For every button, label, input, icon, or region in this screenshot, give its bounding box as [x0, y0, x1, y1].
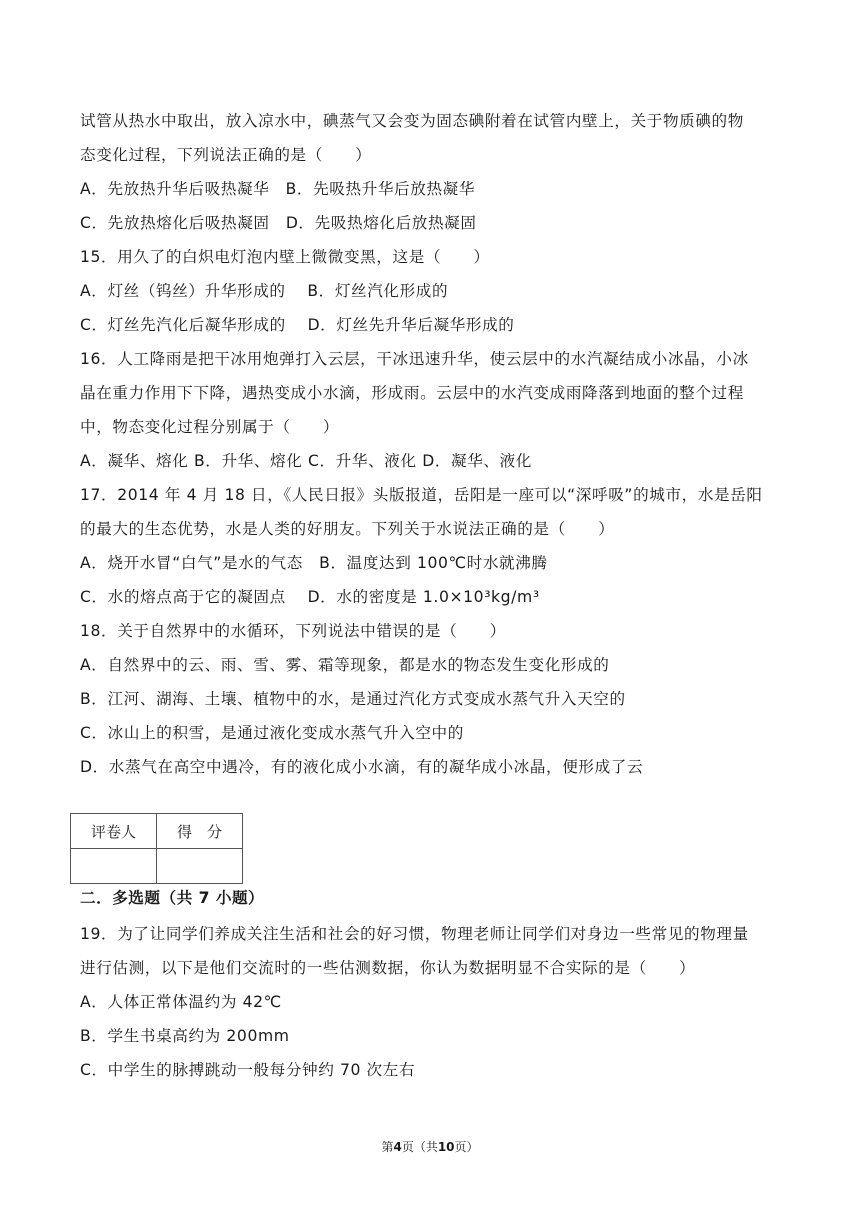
- option-line: C．冰山上的积雪，是通过液化变成水蒸气升入空中的: [80, 724, 464, 742]
- text-line: 的最大的生态优势，水是人类的好朋友。下列关于水说法正确的是（ ）: [80, 520, 615, 538]
- text-line: 试管从热水中取出，放入凉水中，碘蒸气又会变为固态碘附着在试管内壁上，关于物质碘的物: [80, 112, 744, 130]
- page-footer: [0, 1139, 860, 1155]
- text-line: 进行估测，以下是他们交流时的一些估测数据，你认为数据明显不合实际的是（ ）: [80, 959, 696, 977]
- question-15: 15．用久了的白炽电灯泡内壁上微微变黑，这是（ ）: [80, 248, 490, 266]
- question-18: 18．关于自然界中的水循环，下列说法中错误的是（ ）: [80, 622, 506, 640]
- score-cell: [157, 849, 243, 884]
- option-line: A．凝华、熔化 B．升华、熔化 C．升华、液化 D．凝华、液化: [80, 452, 532, 470]
- option-line: C．灯丝先汽化后凝华形成的 D．灯丝先升华后凝华形成的: [80, 316, 515, 334]
- option-line: A．灯丝（钨丝）升华形成的 B．灯丝汽化形成的: [80, 282, 449, 300]
- section-title: 二．多选题（共 7 小题）: [80, 889, 265, 907]
- score-label: 得 分: [157, 814, 243, 849]
- text-line: 晶在重力作用下下降，遇热变成小水滴，形成雨。云层中的水汽变成雨降落到地面的整个过程: [80, 384, 744, 402]
- reviewer-cell: [71, 849, 157, 884]
- question-16: 16．人工降雨是把干冰用炮弹打入云层，干冰迅速升华，使云层中的水汽凝结成小冰晶，小冰: [80, 350, 749, 368]
- text-line: 态变化过程，下列说法正确的是（ ）: [80, 146, 372, 164]
- grading-table: [70, 813, 243, 884]
- footer-middle: 页（共: [401, 1140, 438, 1154]
- question-17: 17．2014 年 4 月 18 日，《人民日报》头版报道，岳阳是一座可以“深呼吸”的城市，水是岳阳: [80, 486, 763, 504]
- question-19: 19．为了让同学们养成关注生活和社会的好习惯，物理老师让同学们对身边一些常见的物理量: [80, 925, 749, 943]
- option-line: A．先放热升华后吸热凝华 B．先吸热升华后放热凝华: [80, 180, 476, 198]
- option-line: B．学生书桌高约为 200mm: [80, 1027, 290, 1045]
- footer-suffix: 页）: [454, 1140, 479, 1154]
- text-line: 中，物态变化过程分别属于（ ）: [80, 418, 340, 436]
- option-line: C．中学生的脉搏跳动一般每分钟约 70 次左右: [80, 1061, 416, 1079]
- footer-page-number: 4: [393, 1140, 402, 1154]
- option-line: A．烧开水冒“白气”是水的气态 B．温度达到 100℃时水就沸腾: [80, 554, 548, 572]
- footer-prefix: 第: [381, 1140, 394, 1154]
- option-line: B．江河、湖海、土壤、植物中的水，是通过汽化方式变成水蒸气升入天空的: [80, 690, 626, 708]
- footer-total-pages: 10: [437, 1140, 455, 1154]
- reviewer-label: 评卷人: [71, 814, 157, 849]
- option-line: C．先放热熔化后吸热凝固 D．先吸热熔化后放热凝固: [80, 214, 477, 232]
- option-line: C．水的熔点高于它的凝固点 D．水的密度是 1.0×10³kg/m³: [80, 588, 540, 606]
- option-line: A．人体正常体温约为 42℃: [80, 993, 282, 1011]
- option-line: D．水蒸气在高空中遇冷，有的液化成小水滴，有的凝华成小冰晶，便形成了云: [80, 758, 644, 776]
- option-line: A．自然界中的云、雨、雪、雾、霜等现象，都是水的物态发生变化形成的: [80, 656, 610, 674]
